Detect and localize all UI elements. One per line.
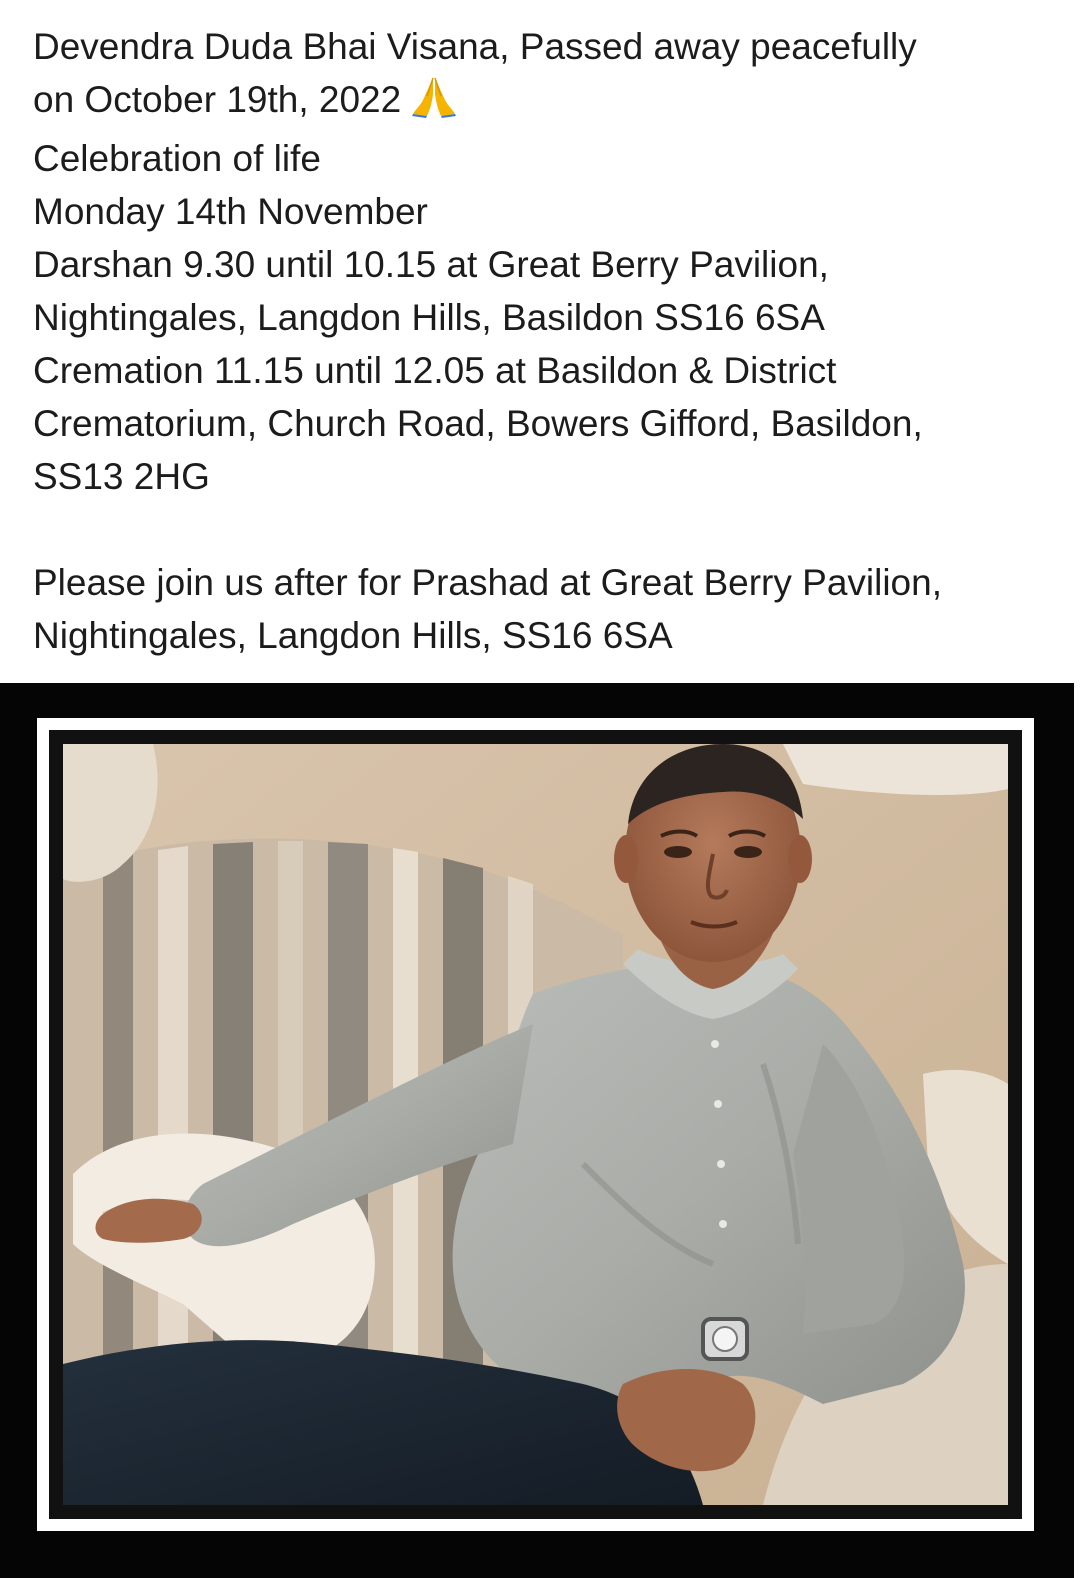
post-line-prashad-address: Nightingales, Langdon Hills, SS16 6SA <box>33 615 673 656</box>
post-line-celebration: Celebration of life <box>33 138 321 179</box>
photo-inner-border <box>49 730 1022 1519</box>
photo-white-mat <box>37 718 1034 1531</box>
post-text <box>33 20 1063 662</box>
post-line-darshan-address: Nightingales, Langdon Hills, Basildon SS16 6SA <box>33 297 825 338</box>
post-line-prashad: Please join us after for Prashad at Great Berry Pavilion, <box>33 562 942 603</box>
post-line-darshan: Darshan 9.30 until 10.15 at Great Berry Pavilion, <box>33 244 829 285</box>
post-line-cremation-postcode: SS13 2HG <box>33 456 210 497</box>
folded-hands-icon <box>411 76 457 132</box>
memorial-photo-frame <box>0 683 1074 1578</box>
post-line-cremation-address: Crematorium, Church Road, Bowers Gifford, Basildon, <box>33 403 923 444</box>
paragraph-gap <box>33 503 1063 556</box>
man-reclining-on-sofa-photo[interactable] <box>63 744 1008 1505</box>
post-line-date <box>33 73 1063 132</box>
post-line-cremation: Cremation 11.15 until 12.05 at Basildon & District <box>33 350 837 391</box>
post-line-day: Monday 14th November <box>33 191 428 232</box>
date-text: on October 19th, 2022 <box>33 79 402 120</box>
post-line-name: Devendra Duda Bhai Visana, Passed away peacefully <box>33 26 917 67</box>
photo-illustration <box>63 744 1008 1505</box>
